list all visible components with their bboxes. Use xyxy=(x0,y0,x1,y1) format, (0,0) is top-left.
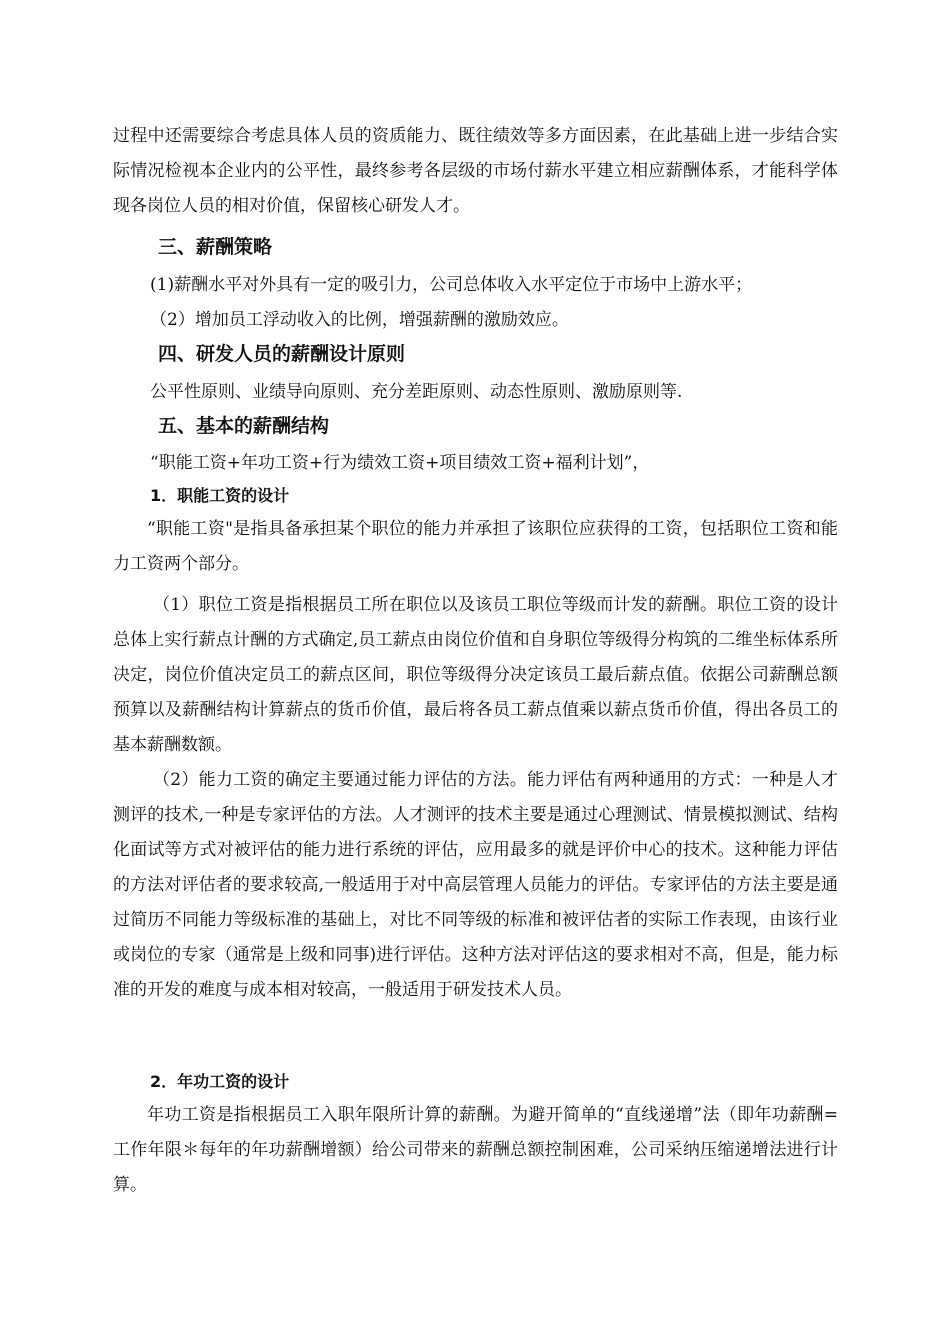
ability-wage-paragraph: （2）能力工资的确定主要通过能力评估的方法。能力评估有两种通用的方式：一种是人才测评的技术,一种是专家评估的方法。人才测评的技术主要是通过心理测试、情景模拟测试、结构化面试等方式对被评估的能力进行系统的评估，应用最多的就是评价中心的技术。这种能力评估的方法对评估者的要求较高,一般适用于对中高层管理人员能力的评估。专家评估的方法主要是通过简历不同能力等级标准的基础上，对比不同等级的标准和被评估者的实际工作表现，由该行业或岗位的专家（通常是上级和同事)进行评估。这种方法对评估这的要求相对不高，但是，能力标准的开发的难度与成本相对较高，一般适用于研发技术人员。 xyxy=(113,770,838,1000)
position-wage-paragraph: （1）职位工资是指根据员工所在职位以及该员工职位等级而计发的薪酬。职位工资的设计总体上实行薪点计酬的方式确定,员工薪点由岗位价值和自身职位等级得分构筑的二维坐标体系所决定，岗位价值决定员工的薪点区间，职位等级得分决定该员工最后薪点值。依据公司薪酬总额预算以及薪酬结构计算薪点的货币价值，最后将各员工薪点值乘以薪点货币价值，得出各员工的基本薪酬数额。 xyxy=(113,595,838,755)
heading-design-principles: 四、研发人员的薪酬设计原则 xyxy=(158,343,406,365)
heading-salary-strategy: 三、薪酬策略 xyxy=(158,236,273,258)
functional-wage-intro: “职能工资"是指具备承担某个职位的能力并承担了该职位应获得的工资，包括职位工资和能力工资两个部分。 xyxy=(113,519,838,574)
strategy-item-2: （2）增加员工浮动收入的比例，增强薪酬的激励效应。 xyxy=(150,310,569,330)
structure-formula: “职能工资+年功工资+行为绩效工资+项目绩效工资+福利计划”， xyxy=(150,453,650,473)
heading-salary-structure: 五、基本的薪酬结构 xyxy=(158,415,330,437)
heading-seniority-wage: 2．年功工资的设计 xyxy=(150,1072,290,1091)
strategy-item-1: (1)薪酬水平对外具有一定的吸引力，公司总体收入水平定位于市场中上游水平； xyxy=(150,275,753,295)
principles-text: 公平性原则、业绩导向原则、充分差距原则、动态性原则、激励原则等. xyxy=(150,382,683,402)
seniority-wage-paragraph: 年功工资是指根据员工入职年限所计算的薪酬。为避开简单的“直线递增”法（即年功薪酬=工作年限＊每年的年功薪酬增额）给公司带来的薪酬总额控制困难，公司采纳压缩递增法进行计算。 xyxy=(113,1105,838,1195)
heading-functional-wage: 1．职能工资的设计 xyxy=(150,486,290,505)
paragraph-intro: 过程中还需要综合考虑具体人员的资质能力、既往绩效等多方面因素，在此基础上进一步结合实际情况检视本企业内的公平性，最终参考各层级的市场付薪水平建立相应薪酬体系，才能科学体现各岗位人员的相对价值，保留核心研发人才。 xyxy=(113,126,838,216)
